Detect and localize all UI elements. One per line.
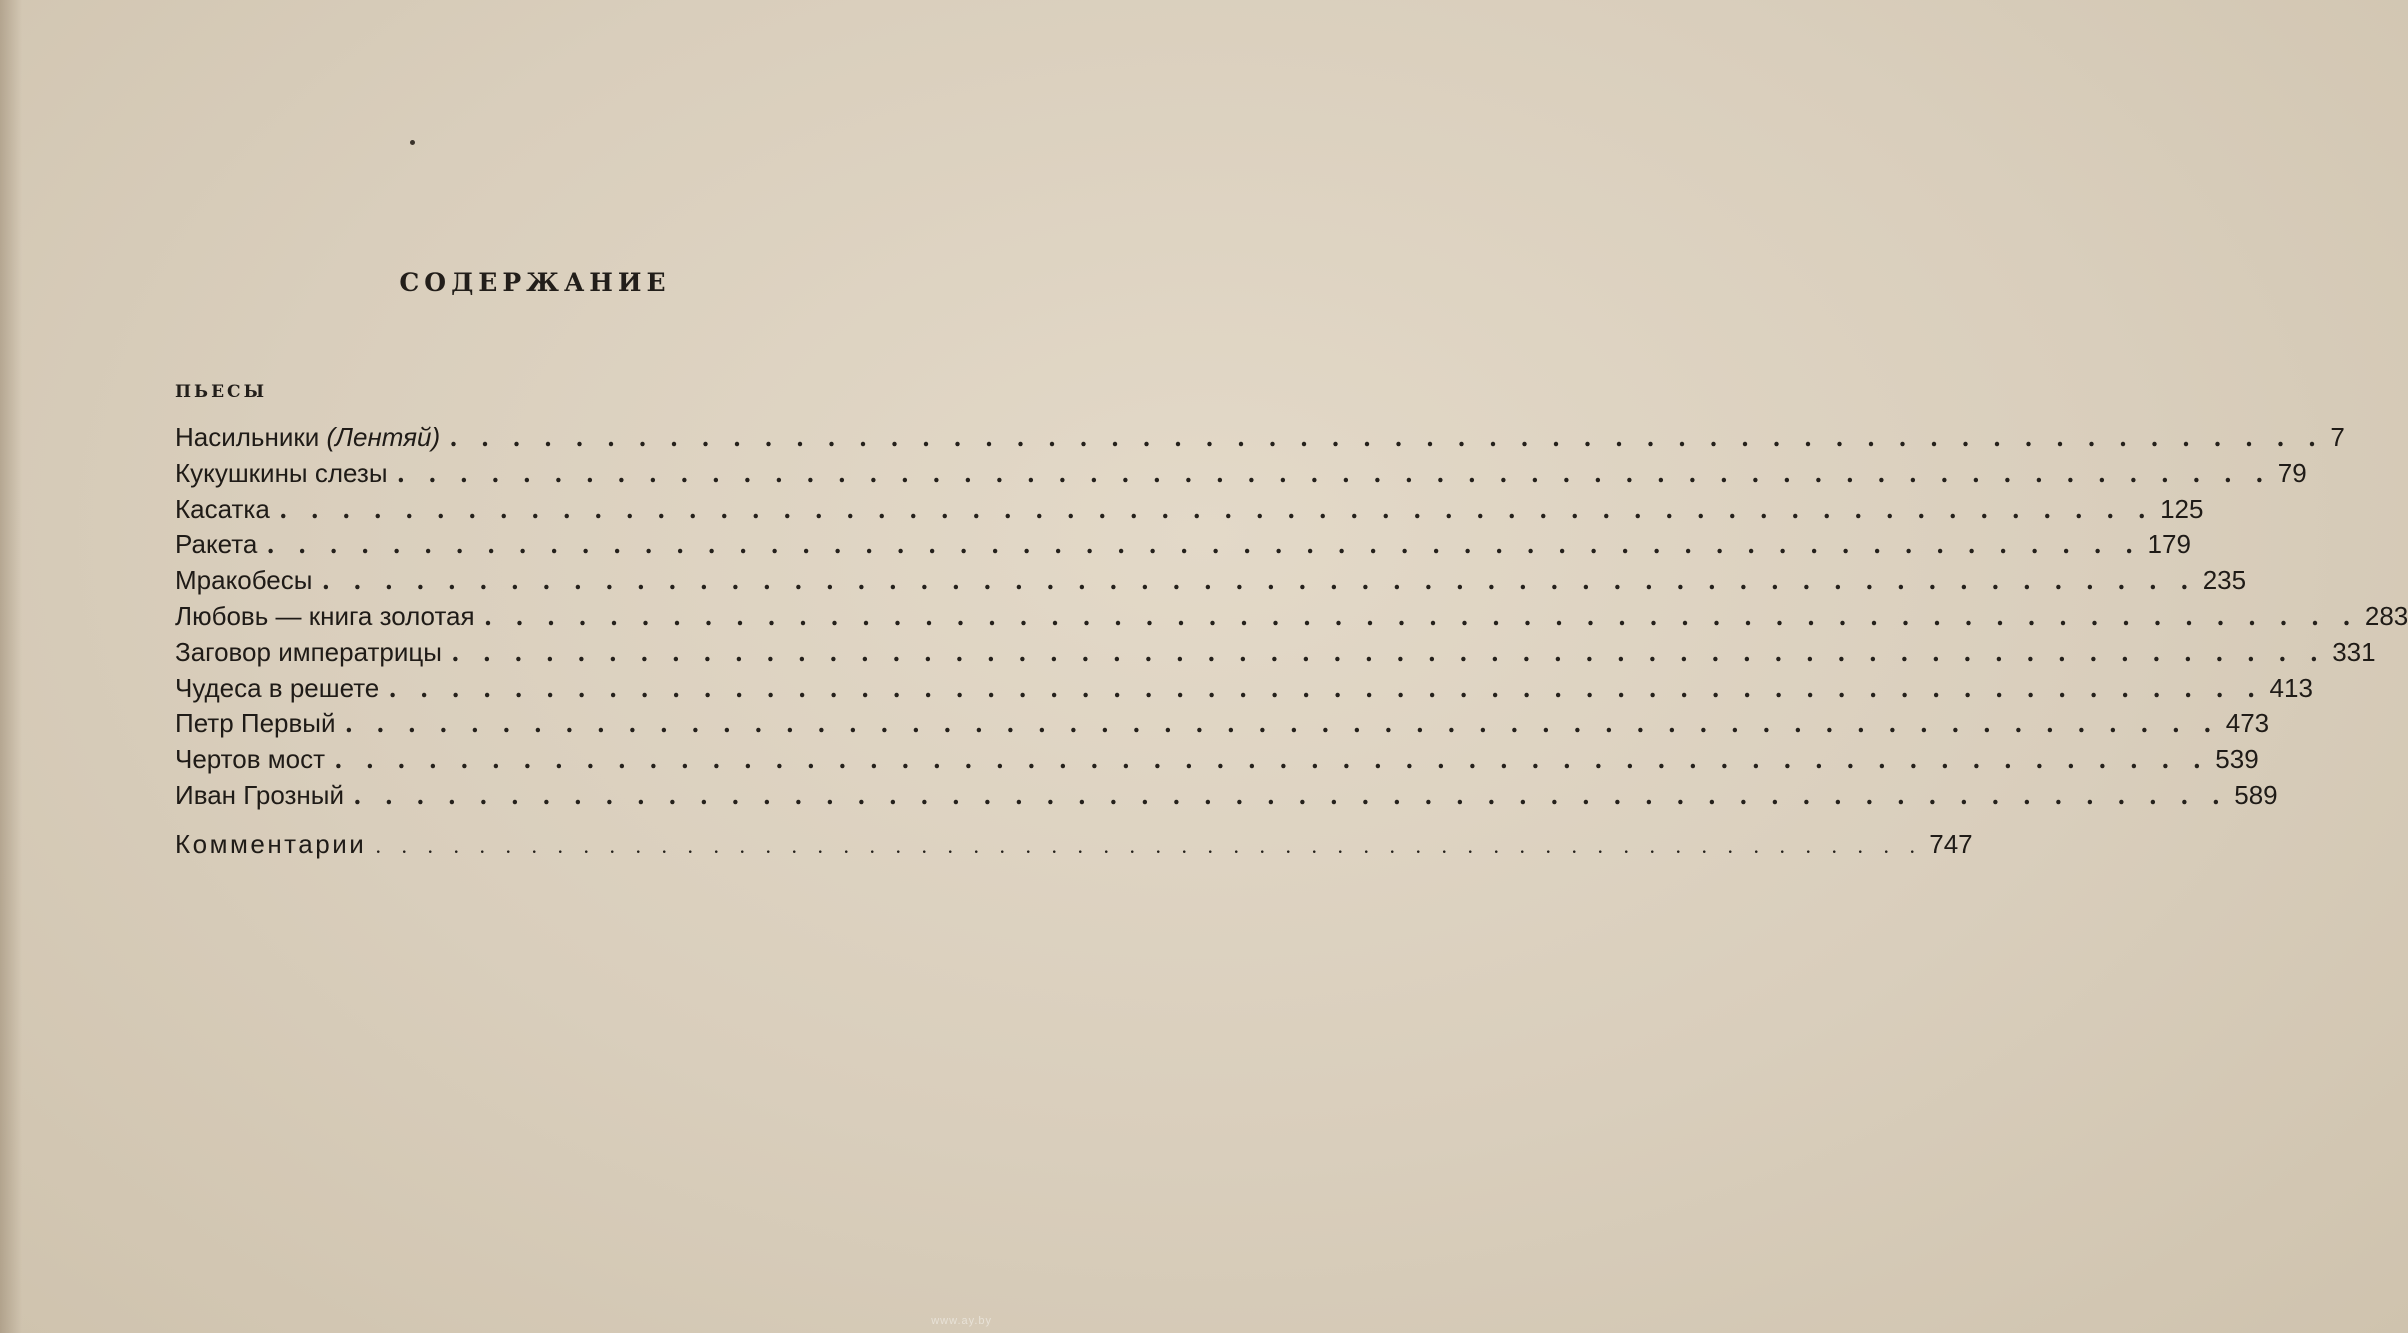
leader-dots: . . . . . . . . . . . . . . . . . . . . . . . . . . . . . . . . . . . . . . . . . . . . . . . . . . . . . . . . . . . .: [389, 672, 2264, 703]
toc-entry: [175, 671, 2313, 707]
toc-entry: [175, 492, 2204, 528]
toc-entry-note: (Лентяй): [326, 422, 441, 452]
toc-entry: [175, 456, 2307, 492]
toc-entry-page: 283: [2364, 600, 2408, 631]
toc-entry: [175, 742, 2259, 778]
toc-entry-page: 331: [2332, 636, 2376, 667]
toc-comments-title: Комментарии: [175, 829, 367, 859]
toc-entry: [175, 635, 2376, 671]
toc-entry-title: Чудеса в решете: [175, 672, 380, 703]
toc-entry-title: Чертов мост: [175, 744, 326, 775]
toc-entry-title: Петр Первый: [175, 708, 336, 739]
toc-entry-page: 7: [2330, 422, 2345, 452]
toc-entry-page: 125: [2160, 493, 2204, 524]
toc-entry: [175, 420, 2345, 456]
leader-dots: . . . . . . . . . . . . . . . . . . . . . . . . . . . . . . . . . . . . . . . . . . . . . . . . . . . . . . . . . . . .: [279, 493, 2155, 524]
toc-entry-comments: [175, 826, 1973, 862]
toc-entry: [175, 527, 2191, 563]
toc-entry-title: Мракобесы: [175, 565, 313, 596]
leader-dots: . . . . . . . . . . . . . . . . . . . . . . . . . . . . . . . . . . . . . . . . . . . . . . . . . . . . . . . . . . . .: [376, 840, 1924, 857]
toc-entry: [175, 599, 2408, 635]
toc-entry-title: Любовь — книга золотая: [175, 600, 475, 631]
section-label-plays: ПЬЕСЫ: [175, 382, 267, 402]
leader-dots: . . . . . . . . . . . . . . . . . . . . . . . . . . . . . . . . . . . . . . . . . . . . . . . . . . . . . . . . . . . .: [345, 708, 2220, 739]
toc-entry-title: Иван Грозный: [175, 779, 344, 810]
toc-entry-page: 179: [2147, 529, 2191, 560]
toc-entry-page: 413: [2269, 672, 2313, 703]
leader-dots: . . . . . . . . . . . . . . . . . . . . . . . . . . . . . . . . . . . . . . . . . . . . . . . . . . . . . . . . . . . .: [451, 636, 2327, 667]
toc-entry-title: Заговор императрицы: [175, 636, 442, 667]
toc-comments-page: 747: [1929, 829, 1973, 859]
toc-entry-title: Кукушкины слезы: [175, 457, 388, 488]
page-title: СОДЕРЖАНИЕ: [399, 268, 671, 297]
leader-dots: . . . . . . . . . . . . . . . . . . . . . . . . . . . . . . . . . . . . . . . . . . . . . . . . . . . . . . . . . . . .: [322, 565, 2197, 596]
toc-entry: [175, 778, 2278, 814]
leader-dots: . . . . . . . . . . . . . . . . . . . . . . . . . . . . . . . . . . . . . . . . . . . . . . . . . . . . . . . . . . . .: [484, 600, 2359, 631]
toc-entry-page: 539: [2215, 744, 2259, 775]
toc-entry-title: Ракета: [175, 529, 258, 560]
leader-dots: . . . . . . . . . . . . . . . . . . . . . . . . . . . . . . . . . . . . . . . . . . . . . . . . . . . . . . . . . . . .: [450, 422, 2325, 452]
toc-entry-page: 473: [2225, 708, 2270, 739]
toc-entry: [175, 563, 2247, 599]
page-gutter-shadow: [0, 0, 22, 1333]
watermark: www.ay.by: [931, 1315, 992, 1327]
leader-dots: . . . . . . . . . . . . . . . . . . . . . . . . . . . . . . . . . . . . . . . . . . . . . . . . . . . . . . . . . . . .: [397, 457, 2272, 488]
leader-dots: . . . . . . . . . . . . . . . . . . . . . . . . . . . . . . . . . . . . . . . . . . . . . . . . . . . . . . . . . . . .: [267, 529, 2142, 560]
toc-entry-page: 79: [2277, 457, 2307, 488]
ink-speck: [410, 140, 415, 145]
toc-entry-title: Касатка: [175, 493, 270, 524]
leader-dots: . . . . . . . . . . . . . . . . . . . . . . . . . . . . . . . . . . . . . . . . . . . . . . . . . . . . . . . . . . . .: [354, 779, 2229, 810]
toc-entry-title: Насильники (Лентяй): [175, 422, 441, 452]
leader-dots: . . . . . . . . . . . . . . . . . . . . . . . . . . . . . . . . . . . . . . . . . . . . . . . . . . . . . . . . . . . .: [335, 744, 2210, 775]
toc-entry-page: 235: [2202, 565, 2247, 596]
toc-entry-page: 589: [2234, 779, 2278, 810]
toc-list: [175, 420, 2408, 814]
toc-entry: [175, 706, 2270, 742]
